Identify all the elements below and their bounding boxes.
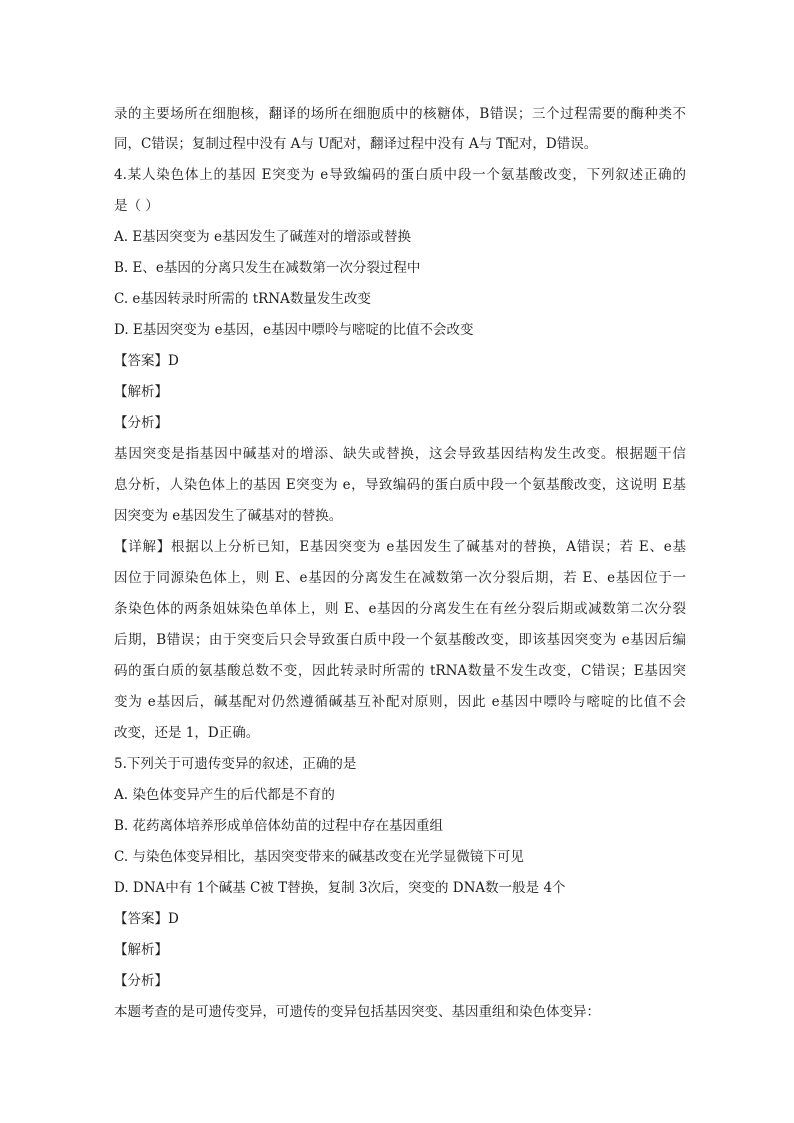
question-5-option-a: A. 染色体变异产生的后代都是不育的	[114, 787, 335, 803]
detail-line-1: 【详解】根据以上分析已知，E基因突变为 e基因发生了碱基对的替换，A错误；若 E、e基	[114, 539, 686, 555]
question-5-option-d: D. DNA中有 1个碱基 C被 T替换，复制 3次后，突变的 DNA数一般是 4个	[114, 880, 566, 896]
analysis-heading-2: 【分析】	[114, 973, 168, 989]
text-line-1: 录的主要场所在细胞核，翻译的场所在细胞质中的核糖体，B错误；三个过程需要的酶种类不	[114, 106, 686, 122]
detail-line-4: 后期，B错误；由于突变后只会导致蛋白质中段一个氨基酸改变，即该基因突变为 e基因后编	[114, 632, 686, 648]
question-4-stem: 4.某人染色体上的基因 E突变为 e导致编码的蛋白质中段一个氨基酸改变，下列叙述正确的	[114, 167, 686, 183]
analysis-line-1: 基因突变是指基因中碱基对的增添、缺失或替换，这会导致基因结构发生改变。根据题干信	[114, 446, 686, 462]
question-4-option-b: B. E、e基因的分离只发生在减数第一次分裂过程中	[114, 260, 421, 276]
question-5-stem: 5.下列关于可遗传变异的叙述，正确的是	[114, 756, 357, 772]
question-5-option-b: B. 花药离体培养形成单倍体幼苗的过程中存在基因重组	[114, 818, 444, 834]
detail-line-5: 码的蛋白质的氨基酸总数不变，因此转录时所需的 tRNA数量不发生改变，C错误；E基因突	[114, 663, 686, 679]
detail-line-6: 变为 e基因后，碱基配对仍然遵循碱基互补配对原则，因此 e基因中嘌呤与嘧啶的比值不会	[114, 694, 686, 710]
question-4-option-c: C. e基因转录时所需的 tRNA数量发生改变	[114, 291, 371, 307]
detail-line-3: 条染色体的两条姐妹染色单体上，则 E、e基因的分离发生在有丝分裂后期或减数第二次分裂	[114, 601, 686, 617]
answer-heading-2: 【答案】D	[114, 911, 179, 927]
analysis-line-2: 息分析，人染色体上的基因 E突变为 e，导致编码的蛋白质中段一个氨基酸改变，这说明 E基	[114, 477, 686, 493]
explanation-heading-2: 【解析】	[114, 942, 168, 958]
explanation-heading: 【解析】	[114, 384, 168, 400]
detail-line-2: 因位于同源染色体上，则 E、e基因的分离发生在减数第一次分裂后期，若 E、e基因位于一	[114, 570, 686, 586]
detail-line-7: 改变，还是 1，D正确。	[114, 725, 260, 741]
answer-heading: 【答案】D	[114, 353, 179, 369]
analysis-heading: 【分析】	[114, 415, 168, 431]
question-4-option-a: A. E基因突变为 e基因发生了碱莲对的增添或替换	[114, 229, 411, 245]
text-line-2: 同，C错误；复制过程中没有 A与 U配对，翻译过程中没有 A与 T配对，D错误。	[114, 136, 598, 152]
analysis-2-line-1: 本题考查的是可遗传变异，可遗传的变异包括基因突变、基因重组和染色体变异：	[114, 1004, 600, 1020]
question-4-stem-cont: 是（ ）	[114, 198, 159, 214]
question-5-option-c: C. 与染色体变异相比，基因突变带来的碱基改变在光学显微镜下可见	[114, 849, 524, 865]
analysis-line-3: 因突变为 e基因发生了碱基对的替换。	[114, 508, 343, 524]
question-4-option-d: D. E基因突变为 e基因，e基因中嘌呤与嘧啶的比值不会改变	[114, 322, 474, 338]
